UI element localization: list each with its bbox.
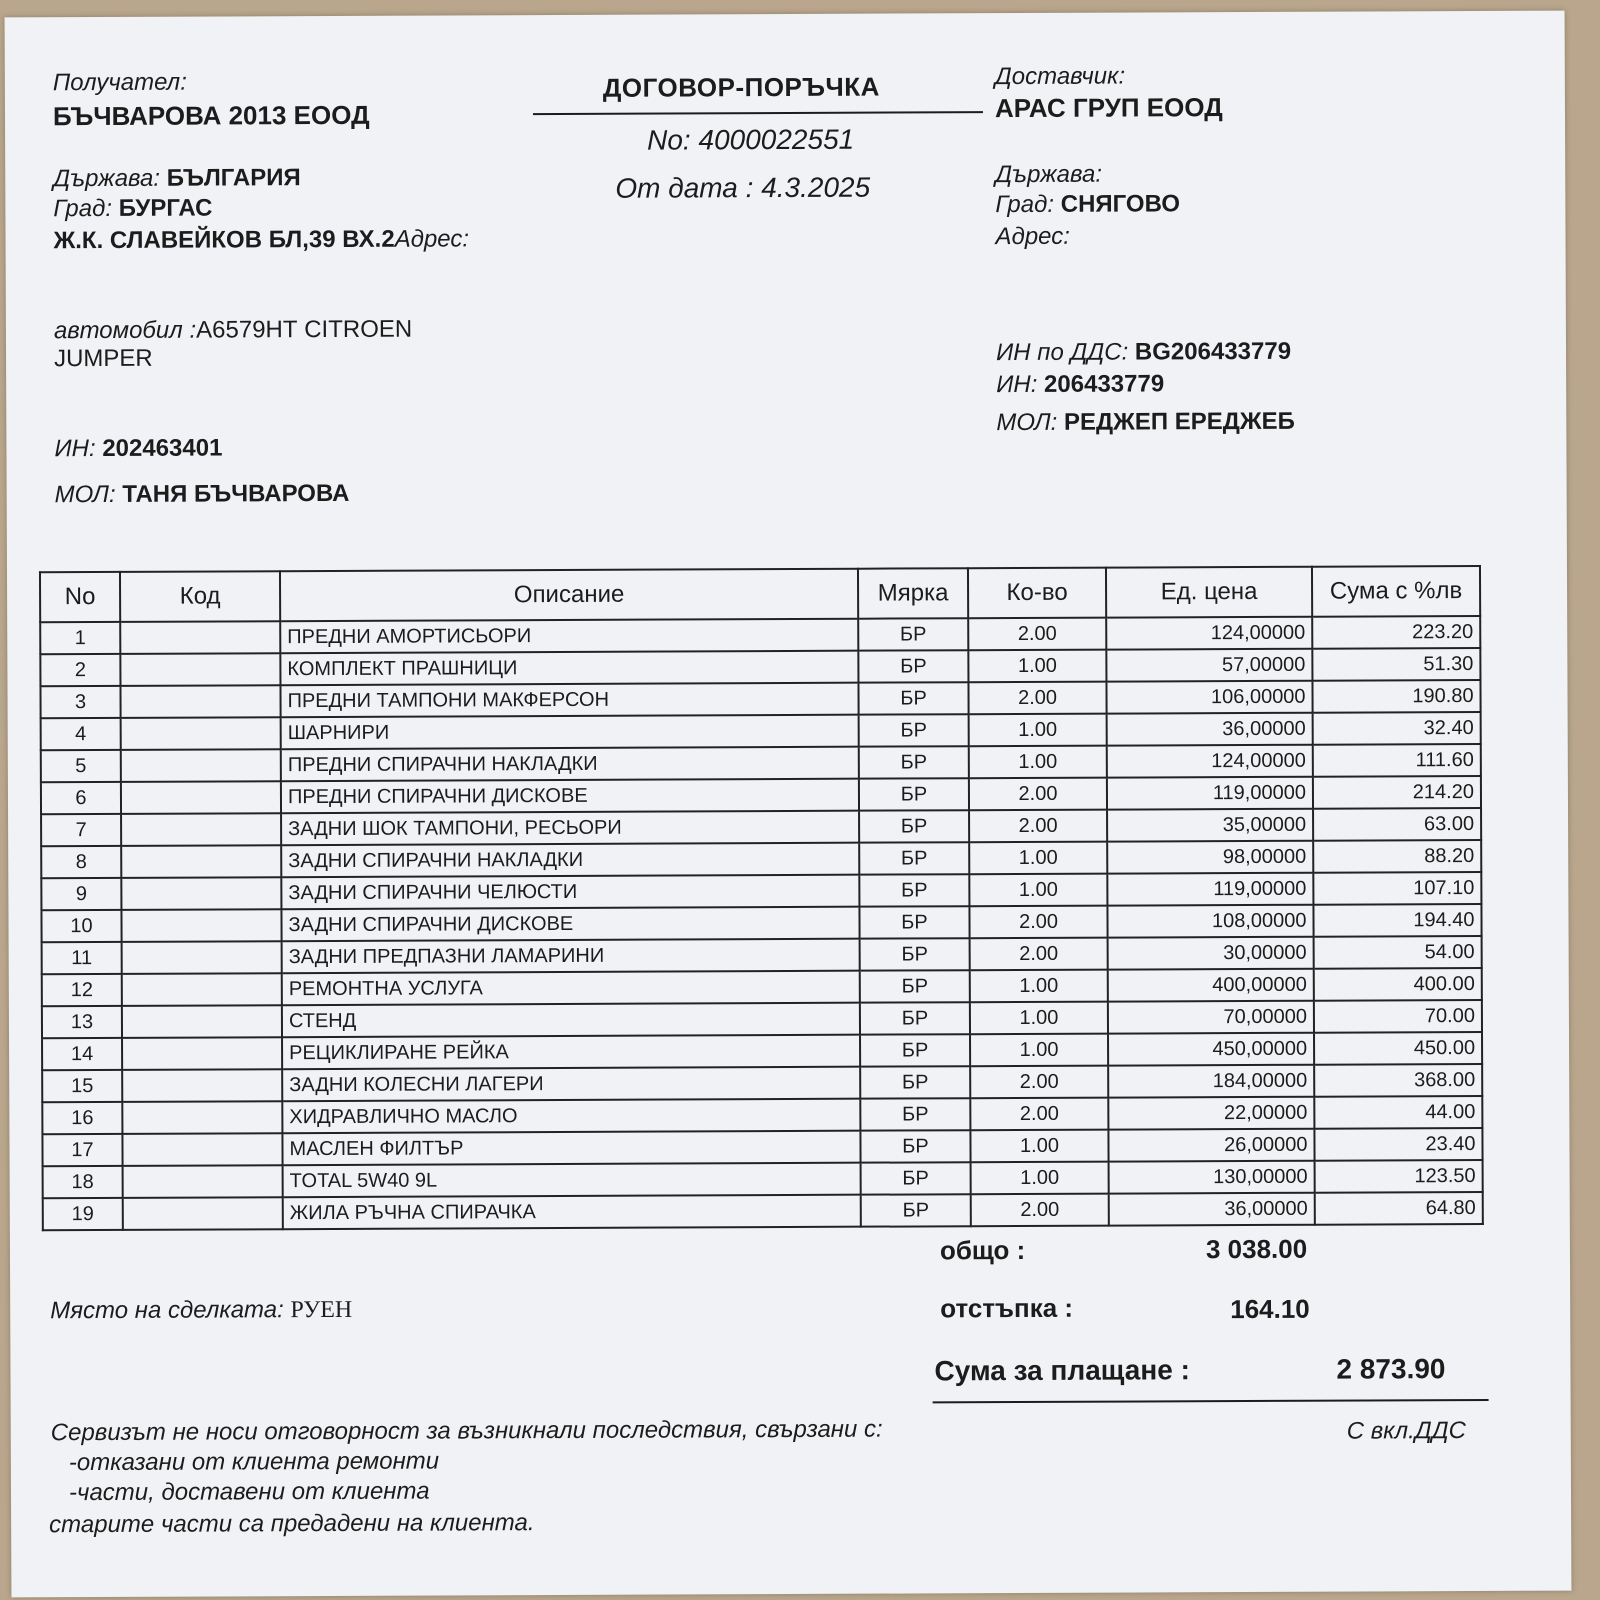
- cell-no: 12: [42, 974, 122, 1006]
- deal-place-value: РУЕН: [290, 1296, 353, 1324]
- recipient-mol-value: ТАНЯ БЪЧВАРОВА: [122, 479, 350, 508]
- supplier-vat-label: ИН по ДДС:: [995, 338, 1129, 367]
- cell-code: [122, 973, 282, 1006]
- cell-unit-price: 30,00000: [1108, 937, 1314, 970]
- cell-sum: 64.80: [1315, 1192, 1483, 1225]
- cell-unit-price: 124,00000: [1106, 617, 1312, 650]
- cell-qty: 1.00: [970, 970, 1108, 1003]
- cell-qty: 1.00: [969, 874, 1107, 907]
- cell-no: 15: [42, 1070, 122, 1102]
- supplier-mol-label: МОЛ:: [996, 408, 1058, 437]
- recipient-label: Получател:: [52, 68, 187, 97]
- cell-sum: 70.00: [1314, 1000, 1482, 1033]
- cell-unit-price: 22,00000: [1108, 1097, 1314, 1130]
- cell-description: КОМПЛЕКТ ПРАШНИЦИ: [280, 651, 858, 686]
- disclaimer-line-4: старите части са предадени на клиента.: [49, 1509, 535, 1539]
- cell-code: [122, 1101, 282, 1134]
- cell-unit: БР: [859, 874, 969, 906]
- cell-code: [123, 1165, 283, 1198]
- cell-description: ЗАДНИ ШОК ТАМПОНИ, РЕСЬОРИ: [281, 811, 859, 846]
- supplier-mol: [996, 408, 1295, 437]
- cell-unit-price: 400,00000: [1108, 969, 1314, 1002]
- recipient-mol-label: МОЛ:: [54, 480, 116, 509]
- title-underline: [533, 111, 983, 115]
- cell-unit-price: 35,00000: [1107, 809, 1313, 842]
- amount-due-label: Сума за плащане :: [934, 1354, 1190, 1387]
- recipient-city-label: Град:: [53, 194, 113, 223]
- cell-sum: 450.00: [1314, 1032, 1482, 1065]
- supplier-city: [995, 190, 1180, 219]
- document-date-label: От дата :: [615, 172, 754, 204]
- cell-description: ЖИЛА РЪЧНА СПИРАЧКА: [283, 1195, 861, 1230]
- cell-no: 8: [41, 846, 121, 878]
- cell-unit-price: 108,00000: [1107, 905, 1313, 938]
- supplier-city-label: Град:: [995, 190, 1055, 219]
- supplier-mol-value: РЕДЖЕП ЕРЕДЖЕБ: [1063, 407, 1295, 436]
- col-header-code: Код: [120, 571, 280, 622]
- col-header-no: No: [40, 572, 120, 622]
- cell-qty: 1.00: [968, 650, 1106, 683]
- cell-unit-price: 124,00000: [1107, 745, 1313, 778]
- cell-unit: БР: [860, 970, 970, 1002]
- cell-code: [121, 781, 281, 814]
- cell-description: ЗАДНИ СПИРАЧНИ ЧЕЛЮСТИ: [281, 875, 859, 910]
- recipient-car-value: А6579НТ CITROEN: [196, 315, 413, 344]
- supplier-country-label: Държава:: [995, 160, 1103, 189]
- cell-unit: БР: [860, 1002, 970, 1034]
- items-table: [39, 565, 1484, 1231]
- cell-unit: БР: [860, 1130, 970, 1162]
- document-date: [615, 172, 870, 205]
- cell-unit: БР: [859, 746, 969, 778]
- cell-unit: БР: [860, 1098, 970, 1130]
- cell-description: РЕМОНТНА УСЛУГА: [282, 971, 860, 1006]
- supplier-address-label: Адрес:: [995, 222, 1070, 251]
- document-number: No: 4000022551: [647, 123, 855, 156]
- table-body: [40, 616, 1483, 1230]
- cell-description: ПРЕДНИ СПИРАЧНИ ДИСКОВЕ: [281, 779, 859, 814]
- cell-unit: БР: [860, 1034, 970, 1066]
- total-value: 3 038.00: [1205, 1233, 1308, 1265]
- cell-qty: 2.00: [970, 1098, 1108, 1131]
- cell-no: 16: [42, 1102, 122, 1134]
- cell-unit-price: 130,00000: [1109, 1161, 1315, 1194]
- vat-included-note: С вкл.ДДС: [1346, 1417, 1467, 1445]
- supplier-id-label: ИН:: [996, 370, 1038, 399]
- discount-label: отстъпка :: [940, 1292, 1074, 1324]
- cell-code: [121, 845, 281, 878]
- cell-description: ЗАДНИ КОЛЕСНИ ЛАГЕРИ: [282, 1067, 860, 1102]
- cell-no: 11: [42, 942, 122, 974]
- cell-no: 4: [41, 718, 121, 750]
- cell-qty: 1.00: [970, 1130, 1108, 1163]
- cell-sum: 88.20: [1313, 840, 1481, 873]
- cell-qty: 1.00: [969, 842, 1107, 875]
- cell-qty: 1.00: [969, 714, 1107, 747]
- cell-code: [123, 1197, 283, 1230]
- cell-sum: 223.20: [1312, 616, 1480, 649]
- recipient-address-label: Адрес:: [394, 225, 470, 253]
- cell-qty: 1.00: [970, 1034, 1108, 1067]
- recipient-car-model: JUMPER: [53, 344, 153, 373]
- recipient-id: [54, 434, 222, 463]
- cell-code: [122, 1037, 282, 1070]
- recipient-car: [54, 316, 412, 346]
- cell-qty: 2.00: [970, 1066, 1108, 1099]
- supplier-city-value: СНЯГОВО: [1060, 190, 1181, 218]
- cell-unit: БР: [860, 938, 970, 970]
- table-header-row: [40, 566, 1480, 622]
- cell-no: 18: [43, 1166, 123, 1198]
- recipient-id-value: 202463401: [102, 434, 223, 462]
- cell-unit: БР: [858, 682, 968, 714]
- cell-qty: 2.00: [971, 1194, 1109, 1227]
- cell-sum: 190.80: [1312, 680, 1480, 713]
- cell-no: 19: [43, 1198, 123, 1230]
- recipient-city-value: БУРГАС: [118, 194, 213, 222]
- total-label: общо :: [939, 1234, 1026, 1266]
- cell-unit-price: 26,00000: [1108, 1129, 1314, 1162]
- disclaimer-line-1: Сервизът не носи отговорност за възникнали последствия, свързани с:: [50, 1415, 883, 1447]
- table-row: [43, 1192, 1483, 1230]
- cell-description: ПРЕДНИ СПИРАЧНИ НАКЛАДКИ: [281, 747, 859, 782]
- cell-code: [122, 1005, 282, 1038]
- cell-description: ХИДРАВЛИЧНО МАСЛО: [282, 1099, 860, 1134]
- cell-description: TOTAL 5W40 9L: [283, 1163, 861, 1198]
- discount-value: 164.10: [1230, 1293, 1310, 1325]
- amount-due-value: 2 873.90: [1336, 1353, 1446, 1385]
- cell-qty: 2.00: [969, 906, 1107, 939]
- cell-qty: 2.00: [970, 938, 1108, 971]
- cell-code: [121, 749, 281, 782]
- cell-sum: 63.00: [1313, 808, 1481, 841]
- col-header-sum: Сума с %лв: [1312, 566, 1480, 617]
- deal-place: [50, 1296, 352, 1325]
- cell-no: 7: [41, 814, 121, 846]
- cell-description: МАСЛЕН ФИЛТЪР: [282, 1131, 860, 1166]
- recipient-name: БЪЧВАРОВА 2013 ЕООД: [52, 99, 370, 132]
- cell-sum: 111.60: [1313, 744, 1481, 777]
- cell-sum: 400.00: [1314, 968, 1482, 1001]
- supplier-vat: [996, 338, 1291, 367]
- cell-unit: БР: [859, 906, 969, 938]
- recipient-city: [53, 195, 212, 224]
- cell-description: РЕЦИКЛИРАНЕ РЕЙКА: [282, 1035, 860, 1070]
- recipient-car-label: автомобил :: [53, 316, 197, 345]
- cell-sum: 107.10: [1313, 872, 1481, 905]
- cell-unit: БР: [861, 1194, 971, 1226]
- col-header-description: Описание: [280, 569, 858, 622]
- cell-no: 6: [41, 782, 121, 814]
- col-header-unit-price: Ед. цена: [1106, 567, 1312, 618]
- cell-qty: 2.00: [968, 682, 1106, 715]
- col-header-qty: Ко-во: [968, 568, 1106, 619]
- cell-unit: БР: [859, 810, 969, 842]
- document-title: ДОГОВОР-ПОРЪЧКА: [602, 71, 880, 103]
- cell-unit: БР: [859, 842, 969, 874]
- cell-unit-price: 119,00000: [1107, 873, 1313, 906]
- cell-no: 17: [42, 1134, 122, 1166]
- cell-qty: 1.00: [969, 746, 1107, 779]
- cell-description: ПРЕДНИ ТАМПОНИ МАКФЕРСОН: [280, 683, 858, 718]
- cell-no: 14: [42, 1038, 122, 1070]
- cell-code: [120, 621, 280, 654]
- cell-unit-price: 450,00000: [1108, 1033, 1314, 1066]
- cell-description: СТЕНД: [282, 1003, 860, 1038]
- cell-code: [122, 941, 282, 974]
- cell-unit-price: 36,00000: [1109, 1193, 1315, 1226]
- recipient-id-label: ИН:: [54, 435, 96, 463]
- cell-description: ЗАДНИ ПРЕДПАЗНИ ЛАМАРИНИ: [282, 939, 860, 974]
- cell-unit: БР: [861, 1162, 971, 1194]
- cell-description: ШАРНИРИ: [281, 715, 859, 750]
- cell-unit-price: 106,00000: [1106, 681, 1312, 714]
- supplier-vat-value: BG206433779: [1134, 337, 1292, 366]
- supplier-id-value: 206433779: [1043, 370, 1165, 398]
- cell-unit: БР: [858, 650, 968, 682]
- cell-sum: 51.30: [1312, 648, 1480, 681]
- recipient-mol: [55, 480, 350, 509]
- supplier-id: [996, 370, 1164, 399]
- cell-unit-price: 98,00000: [1107, 841, 1313, 874]
- cell-unit-price: 184,00000: [1108, 1065, 1314, 1098]
- cell-unit: БР: [858, 618, 968, 650]
- cell-sum: 54.00: [1314, 936, 1482, 969]
- cell-no: 1: [40, 622, 120, 654]
- disclaimer-line-2: -отказани от клиента ремонти: [68, 1447, 440, 1477]
- disclaimer-line-3: -части, доставени от клиента: [68, 1477, 430, 1507]
- cell-code: [121, 813, 281, 846]
- recipient-country-value: БЪЛГАРИЯ: [166, 164, 301, 192]
- cell-code: [122, 1069, 282, 1102]
- cell-no: 3: [40, 686, 120, 718]
- cell-no: 10: [41, 910, 121, 942]
- cell-sum: 214.20: [1313, 776, 1481, 809]
- cell-unit: БР: [860, 1066, 970, 1098]
- cell-code: [121, 877, 281, 910]
- deal-place-label: Място на сделката:: [50, 1296, 284, 1325]
- recipient-address-value: Ж.К. СЛАВЕЙКОВ БЛ,39 ВХ.2: [53, 225, 395, 255]
- cell-sum: 123.50: [1315, 1160, 1483, 1193]
- cell-no: 9: [41, 878, 121, 910]
- recipient-country-label: Държава:: [53, 164, 161, 193]
- cell-description: ЗАДНИ СПИРАЧНИ НАКЛАДКИ: [281, 843, 859, 878]
- cell-unit: БР: [859, 714, 969, 746]
- cell-no: 5: [41, 750, 121, 782]
- cell-sum: 44.00: [1314, 1096, 1482, 1129]
- col-header-unit: Мярка: [858, 568, 968, 618]
- recipient-address: [53, 225, 469, 255]
- cell-unit-price: 36,00000: [1107, 713, 1313, 746]
- cell-code: [120, 685, 280, 718]
- cell-unit-price: 119,00000: [1107, 777, 1313, 810]
- cell-unit: БР: [859, 778, 969, 810]
- cell-sum: 368.00: [1314, 1064, 1482, 1097]
- recipient-country: [53, 164, 301, 193]
- cell-qty: 2.00: [969, 778, 1107, 811]
- cell-qty: 2.00: [969, 810, 1107, 843]
- cell-sum: 194.40: [1313, 904, 1481, 937]
- cell-code: [122, 1133, 282, 1166]
- supplier-label: Доставчик:: [994, 62, 1126, 91]
- cell-code: [121, 909, 281, 942]
- cell-no: 13: [42, 1006, 122, 1038]
- cell-qty: 2.00: [968, 618, 1106, 651]
- document-date-value: 4.3.2025: [761, 171, 871, 204]
- cell-description: ПРЕДНИ АМОРТИСЬОРИ: [280, 619, 858, 654]
- cell-sum: 32.40: [1313, 712, 1481, 745]
- cell-no: 2: [40, 654, 120, 686]
- cell-code: [120, 653, 280, 686]
- cell-qty: 1.00: [970, 1002, 1108, 1035]
- cell-qty: 1.00: [971, 1162, 1109, 1195]
- cell-code: [121, 717, 281, 750]
- document-page: [5, 11, 1572, 1598]
- amount-due-underline: [933, 1399, 1489, 1403]
- supplier-name: АРАС ГРУП ЕООД: [994, 92, 1223, 124]
- cell-unit-price: 70,00000: [1108, 1001, 1314, 1034]
- cell-unit-price: 57,00000: [1106, 649, 1312, 682]
- cell-sum: 23.40: [1314, 1128, 1482, 1161]
- cell-description: ЗАДНИ СПИРАЧНИ ДИСКОВЕ: [281, 907, 859, 942]
